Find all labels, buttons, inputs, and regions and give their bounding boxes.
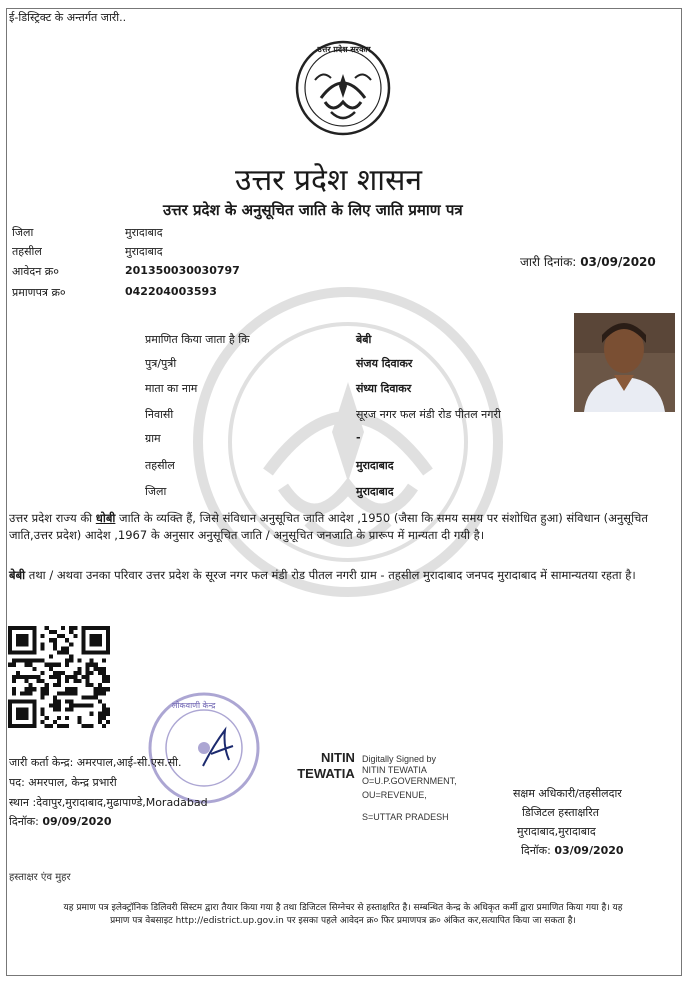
authority-date-label: दिनॉक:: [521, 844, 551, 857]
top-note: ई-डिस्ट्रिक्ट के अन्तर्गत जारी..: [9, 11, 127, 24]
detail-value: मुरादाबाद: [356, 485, 394, 498]
signer-name-line1: NITIN: [321, 750, 355, 765]
authority-location: मुरादाबाद,मुरादाबाद: [517, 825, 596, 838]
signer-name-line2: TEWATIA: [297, 766, 355, 781]
authority-digital-signed: डिजिटल हस्ताक्षरित: [522, 806, 599, 819]
detail-label: जिला: [145, 485, 167, 498]
signature-and-seal-note: हस्ताक्षर एंव मुहर: [9, 872, 71, 883]
tehsil-label: तहसील: [12, 245, 42, 258]
verification-qr-code: [8, 626, 110, 728]
detail-label: माता का नाम: [145, 382, 198, 395]
dsig-line: O=U.P.GOVERNMENT,: [362, 776, 457, 786]
application-number-label: आवेदन क्र०: [12, 265, 59, 278]
issue-date-label: जारी दिनांक:: [520, 255, 577, 269]
caste-paragraph-end: जाति के व्यक्ति हैं, जिसे संविधान अनुसूचित जाति आदेश ,1950 (जैसा कि समय समय पर संशोधित हुआ) संविधान (अनुसूचित जाति,उत्तर प्रदेश) आदेश ,1967 के अनुसार अनुसूचित जाति / अनुसूचित जनजाति के प्रारूप में मान्यता दी गयी है।: [9, 511, 648, 542]
detail-label: प्रमाणित किया जाता है कि: [145, 333, 250, 346]
document-subtitle: उत्तर प्रदेश के अनुसूचित जाति के लिए जाति प्रमाण पत्र: [163, 201, 463, 219]
residence-name: बेबी: [9, 568, 26, 582]
detail-value: बेबी: [356, 333, 372, 346]
issuer-place-line: स्थान :देवापुर,मुरादाबाद,मुढापाण्डे,Moradabad: [9, 796, 208, 809]
detail-value: सूरज नगर फल मंडी रोड पीतल नगरी: [356, 408, 501, 421]
authority-date-value: 03/09/2020: [554, 844, 624, 857]
digital-signature-details: [362, 754, 457, 823]
caste-name: धोबी: [95, 511, 116, 525]
certificate-number-label: प्रमाणपत्र क्र०: [12, 286, 66, 299]
detail-value: संजय दिवाकर: [356, 357, 413, 370]
issuer-date: [9, 814, 112, 829]
handwritten-signature-icon: [195, 724, 241, 770]
district-value: मुरादाबाद: [125, 226, 163, 239]
certificate-number-value: 042204003593: [125, 285, 217, 298]
issue-date-value: 03/09/2020: [580, 255, 656, 269]
dsig-line: NITIN TEWATIA: [362, 765, 427, 775]
district-label: जिला: [12, 226, 34, 239]
document-title: उत्तर प्रदेश शासन: [235, 163, 423, 198]
issuer-post-line: पद: अमरपाल, केन्द्र प्रभारी: [9, 776, 117, 789]
applicant-photo: [574, 313, 675, 412]
caste-paragraph: [9, 510, 675, 544]
detail-label: ग्राम: [145, 432, 161, 445]
issuer-date-value: 09/09/2020: [42, 815, 112, 828]
detail-value: संध्या दिवाकर: [356, 382, 412, 395]
issue-date: [520, 253, 656, 270]
footer-line: प्रमाण पत्र वेबसाइट http://edistrict.up.gov.in पर इसका पहले आवेदन क्र० फिर प्रमाणपत्र क्र० अंकित कर,सत्यापित किया जा सकता है।: [110, 916, 576, 926]
issuing-center-line: जारी कर्ता केन्द्र: अमरपाल,आई-सी.एस.सी.: [9, 756, 182, 769]
dsig-line: OU=REVENUE,: [362, 790, 427, 800]
detail-label: पुत्र/पुत्री: [145, 357, 177, 370]
detail-label: तहसील: [145, 459, 175, 472]
footer-note: [8, 902, 678, 928]
residence-paragraph: [9, 567, 675, 584]
footer-line: यह प्रमाण पत्र इलेक्ट्रॉनिक डिलिवरी सिस्टम द्वारा तैयार किया गया है तथा डिजिटल सिग्नेचर से हस्ताक्षरित है। सम्बन्धित केन्द्र के अधिकृत कर्मी द्वारा प्रमाणित किया गया है। यह: [63, 903, 623, 913]
authority-title: सक्षम अधिकारी/तहसीलदार: [513, 787, 622, 800]
detail-value: मुरादाबाद: [356, 459, 394, 472]
caste-paragraph-start: उत्तर प्रदेश राज्य की: [9, 511, 96, 525]
seal-text: उत्तर प्रदेश सरकार: [317, 45, 371, 54]
application-number-value: 201350030030797: [125, 264, 240, 277]
residence-text: तथा / अथवा उनका परिवार उत्तर प्रदेश के सूरज नगर फल मंडी रोड पीतल नगरी ग्राम - तहसील मुरादाबाद जनपद मुरादाबाद में सामान्यतया रहता है।: [25, 568, 636, 582]
stamp-text: लोकवाणी केन्द्र: [172, 701, 216, 710]
detail-value: -: [356, 431, 361, 444]
dsig-line: S=UTTAR PRADESH: [362, 812, 449, 822]
issuer-date-label: दिनॉक:: [9, 815, 39, 828]
tehsil-value: मुरादाबाद: [125, 245, 163, 258]
detail-label: निवासी: [145, 408, 174, 421]
signer-name-block: [297, 750, 355, 782]
watermark-seal-icon: [188, 282, 508, 602]
authority-date: [521, 843, 624, 858]
dsig-line: Digitally Signed by: [362, 754, 437, 764]
